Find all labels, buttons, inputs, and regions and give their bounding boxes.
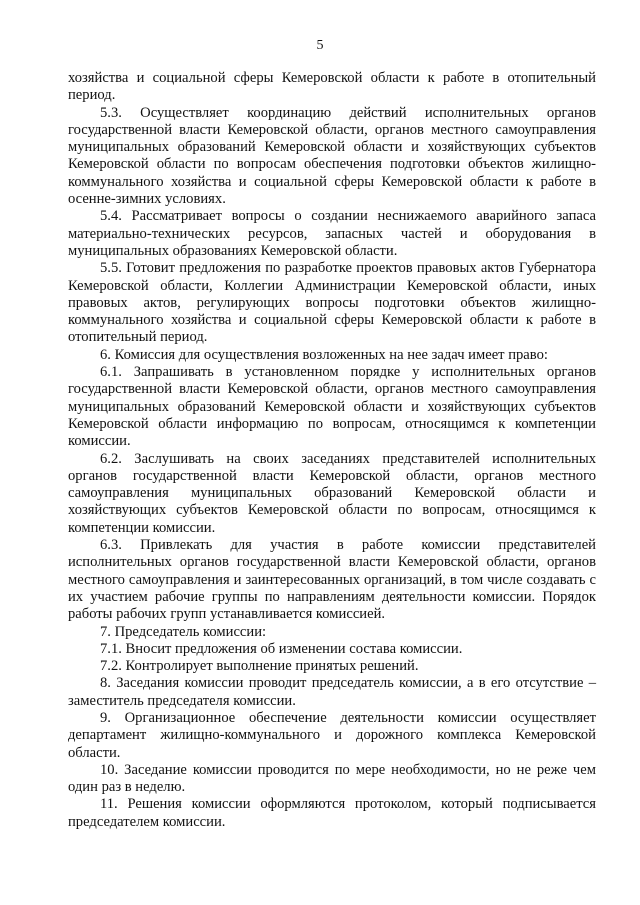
paragraph-11: 11. Решения комиссии оформляются протоколом, который подписывается председателем комиссии. [68, 796, 596, 830]
paragraph-7-2: 7.2. Контролирует выполнение принятых решений. [100, 658, 419, 675]
document-body [68, 70, 596, 831]
paragraph-10: 10. Заседание комиссии проводится по мере необходимости, но не реже чем один раз в неделю. [68, 761, 596, 796]
paragraph-8: 8. Заседания комиссии проводит председатель комиссии, а в его отсутствие – заместитель председателя комиссии. [68, 675, 596, 709]
paragraph-6-3: 6.3. Привлекать для участия в работе комиссии представителей исполнительных органов государственной власти Кемеровской области, органов местного самоуправления и заинтересованных организаций, в том числе создавать с их участием рабочие группы по направлениям деятельности комиссии. Порядок работы рабочих групп устанавливается комиссией. [68, 537, 596, 623]
paragraph-6: 6. Комиссия для осуществления возложенных на нее задач имеет право: [100, 346, 548, 363]
paragraph-continuation: хозяйства и социальной сферы Кемеровской области к работе в отопительный период. [68, 70, 596, 104]
paragraph-5-5: 5.5. Готовит предложения по разработке проектов правовых актов Губернатора Кемеровской области, Коллегии Администрации Кемеровской области, иных правовых актов, регулирующих вопросы подготовки объектов жилищно-коммунального хозяйства и социальной сферы Кемеровской области к работе в отопительный период. [68, 260, 596, 346]
page-number: 5 [316, 38, 324, 53]
paragraph-6-1: 6.1. Запрашивать в установленном порядке у исполнительных органов государственной власти Кемеровской области, органов местного самоуправления муниципальных образований Кемеровской области и хозяйствующих субъектов Кемеровской области информацию по вопросам, относящимся к компетенции комиссии. [68, 364, 596, 450]
paragraph-5-3: 5.3. Осуществляет координацию действий исполнительных органов государственной власти Кемеровской области, органов местного самоуправления муниципальных образований Кемеровской области и хозяйствующих субъектов Кемеровской области по вопросам обеспечения подготовки объектов жилищно-коммунального хозяйства и социальной сферы Кемеровской области к работе в осенне-зимних условиях. [68, 104, 596, 208]
paragraph-7: 7. Председатель комиссии: [100, 623, 267, 640]
paragraph-6-2: 6.2. Заслушивать на своих заседаниях представителей исполнительных органов государственной власти Кемеровской области, органов местного самоуправления муниципальных образований Кемеровской области и хозяйствующих субъектов Кемеровской области по вопросам, относящимся к компетенции комиссии. [68, 450, 596, 536]
paragraph-9: 9. Организационное обеспечение деятельности комиссии осуществляет департамент жилищно-коммунального и дорожного комплекса Кемеровской области. [68, 709, 596, 761]
paragraph-7-1: 7.1. Вносит предложения об изменении состава комиссии. [100, 640, 463, 657]
paragraph-5-4: 5.4. Рассматривает вопросы о создании неснижаемого аварийного запаса материально-технических ресурсов, запасных частей и оборудования в муниципальных образованиях Кемеровской области. [68, 208, 596, 259]
